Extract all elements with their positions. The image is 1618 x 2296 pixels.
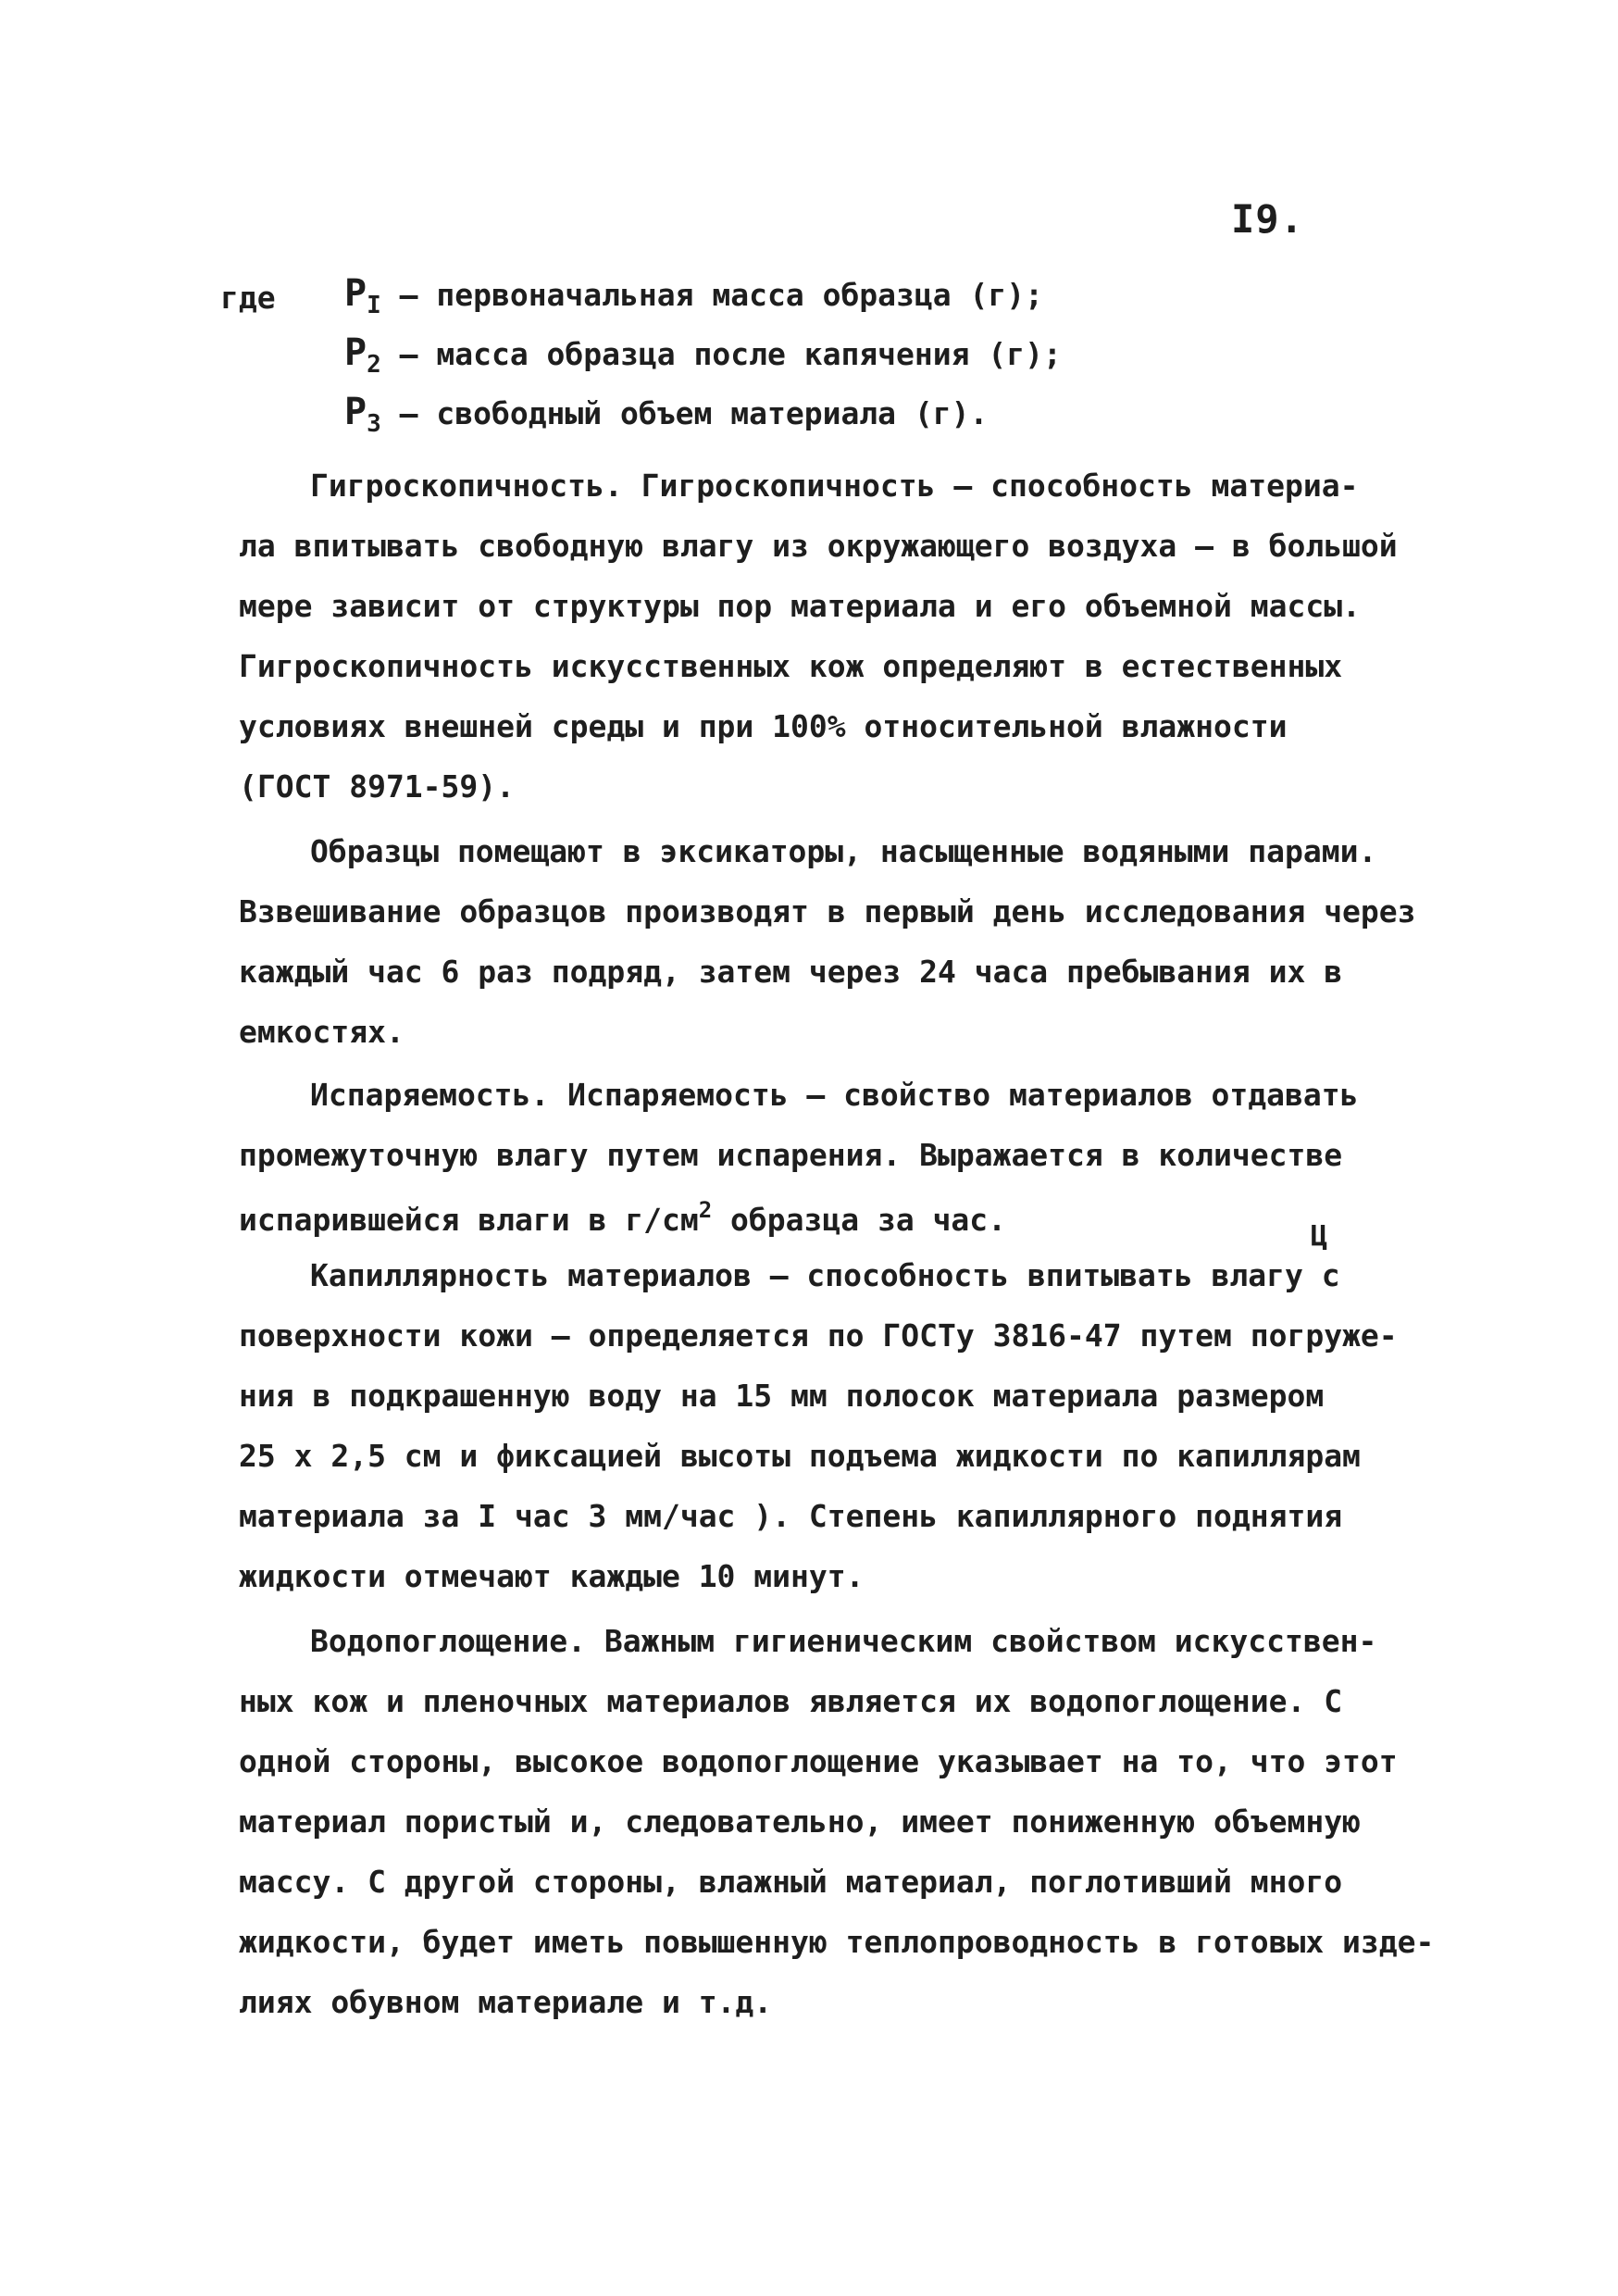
text-line: материал пористый и, следовательно, имеет пониженную объемную (239, 1803, 1361, 1840)
text-line: каждый час 6 раз подряд, затем через 24 часа пребывания их в (239, 954, 1343, 990)
legend-text: – первоначальная масса образца (г); (380, 277, 1043, 313)
text-line: поверхности кожи – определяется по ГОСТу 3816-47 путем погруже- (239, 1317, 1398, 1354)
text-line: емкостях. (239, 1014, 404, 1050)
text-line: материала за I час 3 мм/час ). Степень капиллярного поднятия (239, 1498, 1343, 1534)
text-line: Гигроскопичность искусственных кож определяют в естественных (239, 648, 1343, 684)
text-line: мере зависит от структуры пор материала и его объемной массы. (239, 588, 1361, 624)
text-line: одной стороны, высокое водопоглощение указывает на то, что этот (239, 1743, 1398, 1779)
text-line: жидкости, будет иметь повышенную теплопроводность в готовых изде- (239, 1924, 1435, 1960)
text-line: ных кож и пленочных материалов является их водопоглощение. С (239, 1683, 1343, 1719)
text-fragment: образца за час. (712, 1202, 1007, 1238)
text-line: 25 х 2,5 см и фиксацией высоты подъема жидкости по капиллярам (239, 1438, 1361, 1474)
page-number: I9. (1231, 196, 1304, 242)
text-line: (ГОСТ 8971-59). (239, 768, 516, 805)
legend-symbol: P (344, 331, 367, 374)
text-line: лиях обувном материале и т.д. (239, 1984, 773, 2020)
legend-symbol: P (344, 391, 367, 433)
text-line: Гигроскопичность. Гигроскопичность – способность материа- (310, 468, 1359, 504)
text-line: Капиллярность материалов – способность впитывать влагу с (310, 1257, 1340, 1293)
text-line: Испаряемость. Испаряемость – свойство материалов отдавать (310, 1077, 1359, 1113)
superscript: 2 (698, 1197, 713, 1223)
text-fragment: испарившейся влаги в г/см (239, 1202, 699, 1238)
legend-item-p2 (344, 331, 1062, 379)
text-line: Взвешивание образцов производят в первый день исследования через (239, 893, 1416, 930)
text-line (239, 1197, 1006, 1238)
legend-subscript: 2 (367, 351, 381, 379)
legend-subscript: I (367, 292, 381, 319)
legend-subscript: 3 (367, 410, 381, 438)
text-line: Образцы помещают в эксикаторы, насыщенные водяными парами. (310, 833, 1377, 869)
text-line: жидкости отмечают каждые 10 минут. (239, 1558, 865, 1594)
legend-label: где (220, 280, 276, 316)
text-line: условиях внешней среды и при 100% относительной влажности (239, 708, 1288, 744)
legend-item-p1 (344, 272, 1043, 319)
handwritten-margin-mark: Ц (1311, 1220, 1328, 1253)
text-line: ла впитывать свободную влагу из окружающего воздуха – в большой (239, 528, 1398, 564)
text-line: массу. С другой стороны, влажный материал, поглотивший много (239, 1864, 1343, 1900)
text-line: промежуточную влагу путем испарения. Выражается в количестве (239, 1137, 1343, 1173)
text-line: Водопоглощение. Важным гигиеническим свойством искусствен- (310, 1623, 1377, 1659)
text-line: ния в подкрашенную воду на 15 мм полосок материала размером (239, 1378, 1325, 1414)
legend-item-p3 (344, 391, 988, 438)
legend-symbol: P (344, 272, 367, 315)
legend-text: – масса образца после капячения (г); (380, 336, 1062, 372)
legend-text: – свободный объем материала (г). (380, 395, 989, 431)
